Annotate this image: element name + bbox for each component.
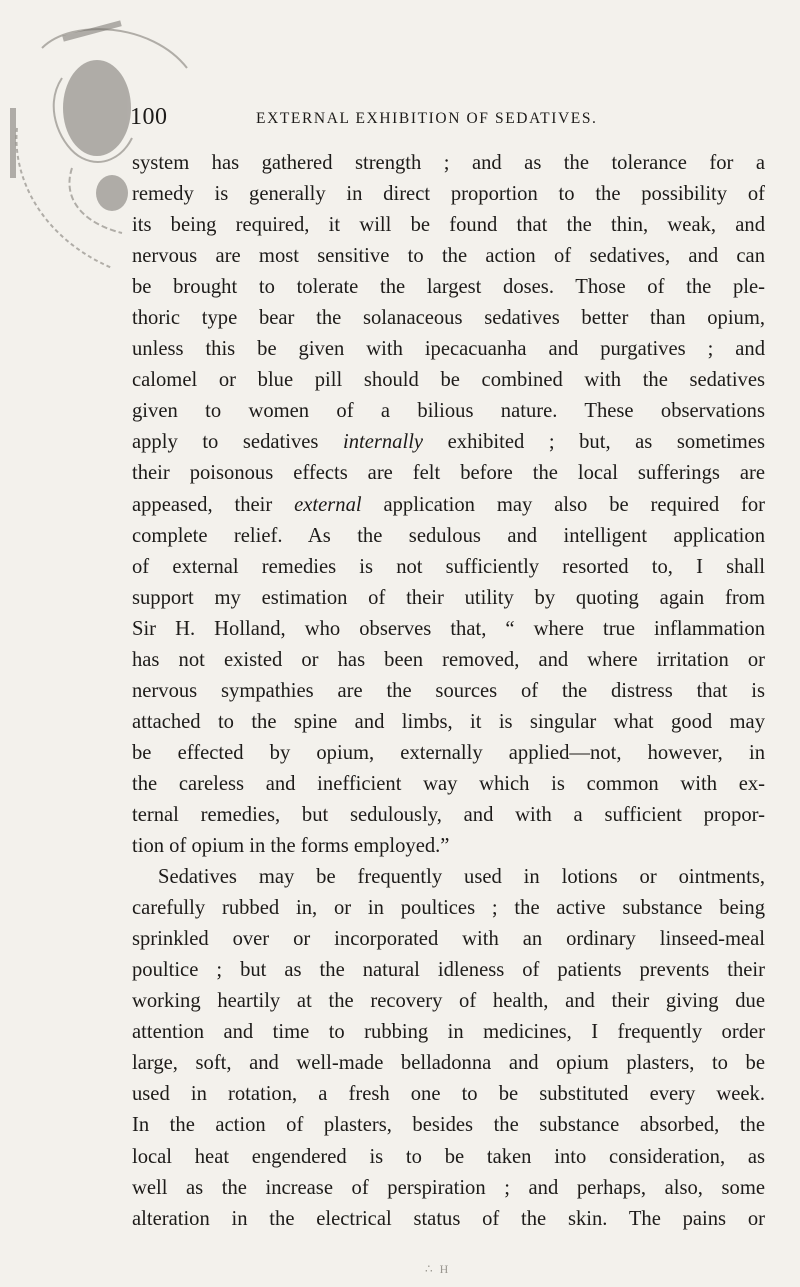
text-segment: appeased, their — [132, 493, 295, 516]
text-line: well as the increase of perspiration ; and perhaps, also, some — [132, 1176, 765, 1199]
text-line: local heat engendered is to be taken into consideration, as — [132, 1145, 765, 1168]
text-line: Sir H. Holland, who observes that, “ where true inflammation — [132, 617, 765, 640]
text-line: given to women of a bilious nature. These observations — [132, 400, 765, 423]
text-line: remedy is generally in direct proportion to the possibility of — [132, 183, 765, 206]
text-line: poultice ; but as the natural idleness of patients prevents their — [132, 959, 765, 982]
text-line: support my estimation of their utility by quoting again from — [132, 586, 765, 609]
text-line: used in rotation, a fresh one to be substituted every week. — [132, 1083, 765, 1106]
text-line: carefully rubbed in, or in poultices ; the active substance being — [132, 897, 765, 920]
body-text — [132, 148, 765, 1235]
text-line: system has gathered strength ; and as the tolerance for a — [132, 152, 765, 174]
text-line: their poisonous effects are felt before the local sufferings are — [132, 462, 765, 485]
text-line: of external remedies is not sufficiently resorted to, I shall — [132, 555, 765, 578]
text-line: working heartily at the recovery of health, and their giving due — [132, 990, 765, 1013]
text-line: In the action of plasters, besides the substance absorbed, the — [132, 1114, 765, 1137]
text-line: its being required, it will be found that the thin, weak, and — [132, 214, 765, 237]
emphasis-external: external — [294, 493, 362, 516]
text-line: thoric type bear the solanaceous sedatives better than opium, — [132, 307, 765, 330]
text-line: be effected by opium, externally applied—not, however, in — [132, 741, 765, 764]
text-line: unless this be given with ipecacuanha and purgatives ; and — [132, 338, 765, 361]
text-line: Sedatives may be frequently used in lotions or ointments, — [158, 866, 765, 889]
text-line: has not existed or has been removed, and where irritation or — [132, 648, 765, 671]
text-line: sprinkled over or incorporated with an ordinary linseed-meal — [132, 928, 765, 951]
page-number: 100 — [130, 104, 168, 130]
text-segment: apply to sedatives — [132, 431, 343, 454]
text-line-with-emphasis — [132, 490, 765, 521]
text-line: nervous sympathies are the sources of the distress that is — [132, 679, 765, 702]
text-line: alteration in the electrical status of the skin. The pains or — [132, 1207, 765, 1230]
text-line: calomel or blue pill should be combined with the sedatives — [132, 369, 765, 392]
text-line: nervous are most sensitive to the action of sedatives, and can — [132, 245, 765, 268]
text-line: ternal remedies, but sedulously, and with a sufficient propor- — [132, 803, 765, 826]
text-line: be brought to tolerate the largest doses. Those of the ple- — [132, 276, 765, 299]
text-line: the careless and inefficient way which is common with ex- — [132, 772, 765, 795]
text-line-with-emphasis — [132, 427, 765, 458]
text-line: attached to the spine and limbs, it is singular what good may — [132, 710, 765, 733]
text-segment: exhibited ; but, as sometimes — [423, 431, 765, 454]
text-line: large, soft, and well-made belladonna and opium plasters, to be — [132, 1052, 765, 1075]
text-segment: application may also be required for — [361, 493, 766, 516]
text-line: attention and time to rubbing in medicines, I frequently order — [132, 1021, 765, 1044]
text-line: tion of opium in the forms employed.” — [132, 835, 450, 858]
emphasis-internally: internally — [342, 431, 424, 454]
running-head: EXTERNAL EXHIBITION OF SEDATIVES. — [256, 110, 598, 127]
signature-mark: ∴ H — [425, 1262, 451, 1276]
running-header — [130, 104, 770, 138]
text-line: complete relief. As the sedulous and intelligent application — [132, 524, 765, 547]
